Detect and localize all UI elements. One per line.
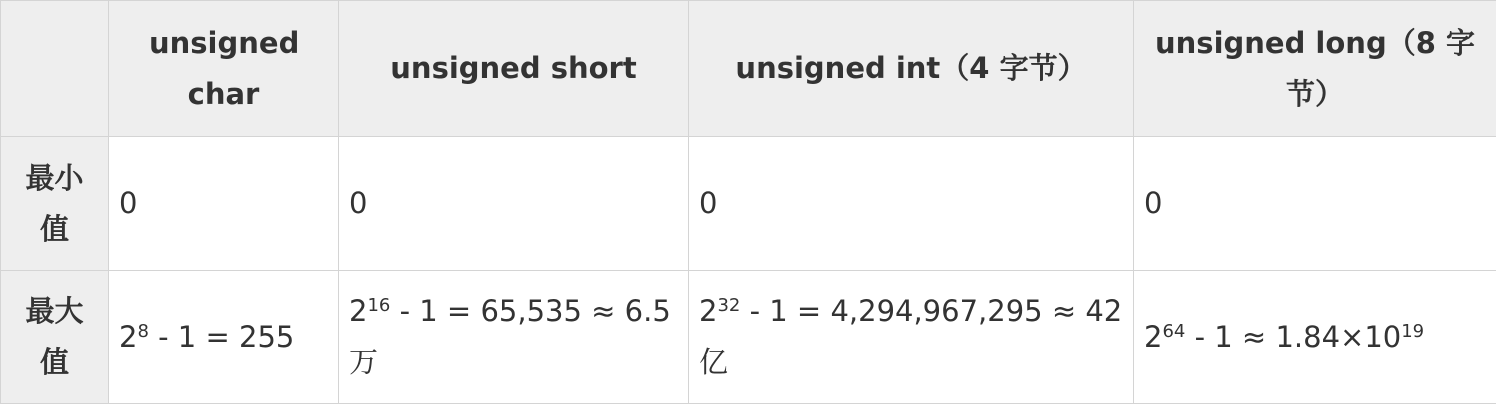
header-unsigned-int: unsigned int（4 字节） <box>689 1 1134 137</box>
row-label-min: 最小值 <box>1 137 109 271</box>
header-unsigned-long: unsigned long（8 字节） <box>1134 1 1496 137</box>
min-unsigned-short: 0 <box>339 137 689 271</box>
table-row-max <box>1 271 1496 404</box>
row-label-max: 最大值 <box>1 271 109 404</box>
power-exponent-2: 19 <box>1401 321 1424 342</box>
min-unsigned-long: 0 <box>1134 137 1496 271</box>
power-exponent: 32 <box>717 295 740 316</box>
header-unsigned-char: unsigned char <box>109 1 339 137</box>
max-unsigned-char <box>109 271 339 404</box>
power-exponent: 16 <box>367 295 390 316</box>
max-value-text: - 1 = 255 <box>149 320 294 354</box>
max-unsigned-int <box>689 271 1134 404</box>
header-row <box>1 1 1496 137</box>
header-unsigned-short: unsigned short <box>339 1 689 137</box>
power-base: 2 <box>1144 320 1162 354</box>
max-value-text: - 1 = 4,294,967,295 ≈ 42亿 <box>699 294 1122 379</box>
power-base: 2 <box>349 294 367 328</box>
max-unsigned-long <box>1134 271 1496 404</box>
power-base: 2 <box>699 294 717 328</box>
max-unsigned-short <box>339 271 689 404</box>
max-value-text: - 1 ≈ 1.84×10 <box>1185 320 1401 354</box>
power-base: 2 <box>119 320 137 354</box>
max-value-text: - 1 = 65,535 ≈ 6.5万 <box>349 294 671 379</box>
min-unsigned-int: 0 <box>689 137 1134 271</box>
power-exponent: 8 <box>137 321 148 342</box>
table-row-min <box>1 137 1496 271</box>
min-unsigned-char: 0 <box>109 137 339 271</box>
power-exponent: 64 <box>1162 321 1185 342</box>
corner-header-cell <box>1 1 109 137</box>
